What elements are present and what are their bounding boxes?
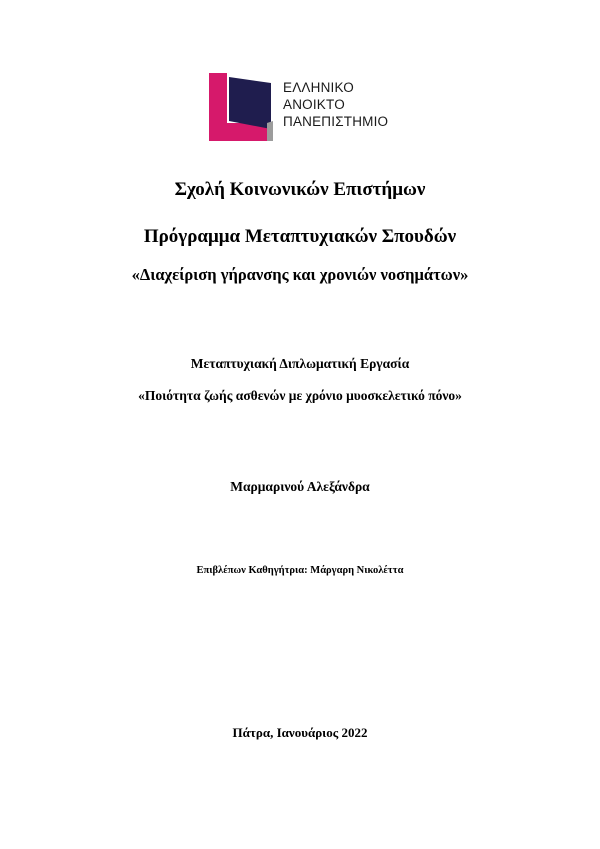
- place-and-date: Πάτρα, Ιανουάριος 2022: [232, 725, 368, 740]
- university-logo: [207, 71, 397, 143]
- logo-line-1: ΕΛΛΗΝΙΚΟ: [283, 80, 354, 95]
- program-name: Πρόγραμμα Μεταπτυχιακών Σπουδών: [143, 226, 457, 247]
- university-name: [283, 79, 388, 130]
- school-name: Σχολή Κοινωνικών Επιστήμων: [174, 179, 426, 200]
- logo-line-3: ΠΑΝΕΠΙΣΤΗΜΙΟ: [283, 114, 389, 129]
- thesis-type: Μεταπτυχιακή Διπλωματική Εργασία: [190, 356, 410, 371]
- author-name: Μαρμαρινού Αλεξάνδρα: [230, 479, 370, 494]
- program-track: «Διαχείριση γήρανσης και χρονιών νοσημάτων»: [131, 265, 469, 284]
- university-emblem-icon: [207, 71, 279, 143]
- thesis-title: «Ποιότητα ζωής ασθενών με χρόνιο μυοσκελετικό πόνο»: [138, 388, 462, 403]
- supervisor-line: Επιβλέπων Καθηγήτρια: Μάργαρη Νικολέττα: [196, 565, 404, 576]
- logo-line-2: ΑΝΟΙΚΤΟ: [283, 97, 345, 112]
